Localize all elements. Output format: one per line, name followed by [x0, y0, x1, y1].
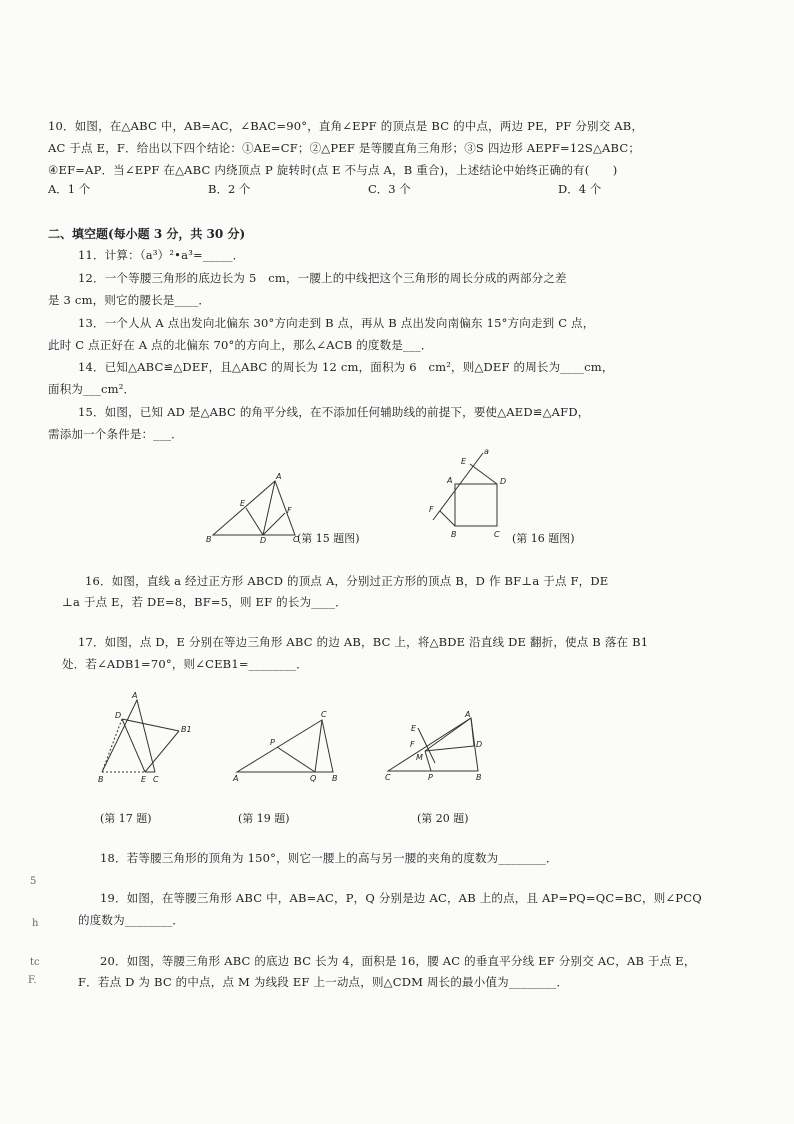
- fig20-caption: (第 20 题): [417, 812, 469, 825]
- q11: 11．计算：（a³）²•a³=_____．: [78, 248, 245, 262]
- fig17-line-db1: [122, 719, 179, 731]
- q10-option-c: C．3 个: [368, 182, 411, 196]
- fig16-line-de: [470, 464, 497, 484]
- margin-mark-3: tc: [30, 957, 40, 968]
- fig15-triangle-abc: [213, 481, 295, 535]
- fig16-square-abcd: [455, 484, 497, 526]
- q10-line2: AC 于点 E，F．给出以下四个结论：①AE=CF；②△PEF 是等腰直角三角形；③S 四边形 AEPF=12S△ABC；: [48, 141, 641, 155]
- fig20-label-c: C: [385, 773, 391, 782]
- fig15-label-c: C: [293, 535, 299, 544]
- fig20-label-d: D: [476, 740, 483, 749]
- fig15-line-df: [263, 513, 285, 535]
- fig15-caption: (第 15 题图): [297, 532, 360, 545]
- fig16-label-a: A: [447, 476, 453, 485]
- fig20-label-e: E: [411, 724, 417, 733]
- fig15-label-f: F: [287, 506, 292, 515]
- margin-mark-4: F.: [28, 975, 37, 986]
- fig15-label-d: D: [260, 536, 267, 545]
- fig16-label-b: B: [451, 530, 457, 539]
- section-heading: 二、填空题(每小题 3 分，共 30 分): [48, 227, 246, 241]
- fig15-label-a: A: [276, 472, 282, 481]
- q20-line2: F．若点 D 为 BC 的中点，点 M 为线段 EF 上一动点，则△CDM 周长的最小值为________．: [78, 975, 569, 989]
- q10-line1: 10．如图，在△ABC 中，AB=AC，∠BAC=90°，直角∠EPF 的顶点是 BC 的中点，两边 PE，PF 分别交 AB，: [48, 119, 644, 133]
- fig17-label-e: E: [141, 775, 147, 784]
- fig16-label-f: F: [429, 505, 434, 514]
- fig19-label-b: B: [332, 774, 338, 783]
- figure-16: [427, 447, 507, 540]
- q12-line1: 12．一个等腰三角形的底边长为 5 cm，一腰上的中线把这个三角形的周长分成的两部分之差: [78, 271, 567, 285]
- q10-options: [48, 181, 748, 197]
- q16-line1: 16．如图，直线 a 经过正方形 ABCD 的顶点 A，分别过正方形的顶点 B，D 作 BF⊥a 于点 F，DE: [85, 574, 609, 588]
- fig15-line-ad: [263, 481, 275, 535]
- fig19-label-q: Q: [310, 774, 317, 783]
- q10-option-a: A．1 个: [48, 182, 91, 196]
- q10-option-b: B．2 个: [208, 182, 251, 196]
- q12-line2: 是 3 cm，则它的腰长是____．: [48, 293, 211, 307]
- fig16-label-e: E: [461, 457, 467, 466]
- q13-line1: 13．一个人从 A 点出发向北偏东 30°方向走到 B 点，再从 B 点出发向南偏东 15°方向走到 C 点，: [78, 316, 595, 330]
- q19-line2: 的度数为________．: [78, 913, 185, 927]
- fig17-label-d: D: [115, 711, 122, 720]
- fig19-line-pq: [277, 747, 315, 772]
- fig16-label-d: D: [500, 477, 507, 486]
- fig20-line-md: [425, 746, 474, 751]
- fig15-label-b: B: [206, 535, 212, 544]
- fig16-line-bf: [440, 511, 455, 526]
- fig17-label-b1: B1: [181, 725, 192, 734]
- fig19-line-cq: [315, 720, 322, 772]
- fig16-label-c: C: [494, 530, 500, 539]
- fig17-label-a: A: [132, 691, 138, 700]
- q15-line1: 15．如图，已知 AD 是△ABC 的角平分线，在不添加任何辅助线的前提下，要使△AED≌△AFD，: [78, 405, 590, 419]
- q16-line2: ⊥a 于点 E，若 DE=8，BF=5，则 EF 的长为____．: [62, 595, 347, 609]
- q18: 18．若等腰三角形的顶角为 150°，则它一腰上的高与另一腰的夹角的度数为________．: [100, 851, 558, 865]
- fig17-label-b: B: [98, 775, 104, 784]
- fig17-triangle-sides: [102, 700, 155, 772]
- q20-line1: 20．如图，等腰三角形 ABC 的底边 BC 长为 4，面积是 16，腰 AC 的垂直平分线 EF 分别交 AC，AB 于点 E，: [100, 954, 696, 968]
- fig20-line-mc: [425, 718, 471, 751]
- fig20-label-m: M: [416, 753, 423, 762]
- fig20-label-a: A: [465, 710, 471, 719]
- margin-mark-2: h: [32, 918, 39, 929]
- fig17-label-c: C: [153, 775, 159, 784]
- fig17-dotted-db: [102, 719, 122, 772]
- fig20-label-b: B: [476, 773, 482, 782]
- q15-line2: 需添加一个条件是：___．: [48, 427, 183, 441]
- fig19-label-p: P: [270, 738, 275, 747]
- fig17-line-de: [122, 719, 145, 772]
- q14-line1: 14．已知△ABC≌△DEF，且△ABC 的周长为 12 cm，面积为 6 cm²，则△DEF 的周长为____cm，: [78, 360, 614, 374]
- fig20-label-p: P: [428, 773, 433, 782]
- q10-option-d: D．4 个: [558, 182, 602, 196]
- fig20-triangle-abc: [388, 718, 478, 771]
- figure-19: [230, 712, 350, 782]
- fig15-label-e: E: [240, 499, 246, 508]
- q14-line2: 面积为___cm²．: [48, 382, 136, 396]
- fig15-line-de: [246, 508, 263, 535]
- q10-line3: ④EF=AP．当∠EPF 在△ABC 内绕顶点 P 旋转时(点 E 不与点 A，B 重合)，上述结论中始终正确的有( ): [48, 163, 618, 177]
- q19-line1: 19．如图，在等腰三角形 ABC 中，AB=AC，P，Q 分别是边 AC，AB 上的点，且 AP=PQ=QC=BC，则∠PCQ: [100, 891, 702, 905]
- q17-line1: 17．如图，点 D，E 分别在等边三角形 ABC 的边 AB，BC 上，将△BDE 沿直线 DE 翻折，使点 B 落在 B1: [78, 635, 649, 649]
- figure-20: [383, 710, 493, 783]
- fig16-line-a: [433, 453, 483, 520]
- fig19-label-a: A: [233, 774, 239, 783]
- fig16-caption: (第 16 题图): [512, 532, 575, 545]
- fig20-label-f: F: [410, 740, 415, 749]
- q13-line2: 此时 C 点正好在 A 点的北偏东 70°的方向上，那么∠ACB 的度数是___．: [48, 338, 433, 352]
- q17-line2: 处．若∠ADB1=70°，则∠CEB1=________．: [62, 657, 308, 671]
- fig19-caption: (第 19 题): [238, 812, 290, 825]
- fig20-line-cd: [471, 718, 474, 746]
- figure-17: [95, 692, 190, 782]
- fig19-label-c: C: [321, 710, 327, 719]
- margin-mark-1: 5: [30, 876, 37, 887]
- fig16-label-a-line: a: [484, 447, 489, 456]
- fig17-caption: (第 17 题): [100, 812, 152, 825]
